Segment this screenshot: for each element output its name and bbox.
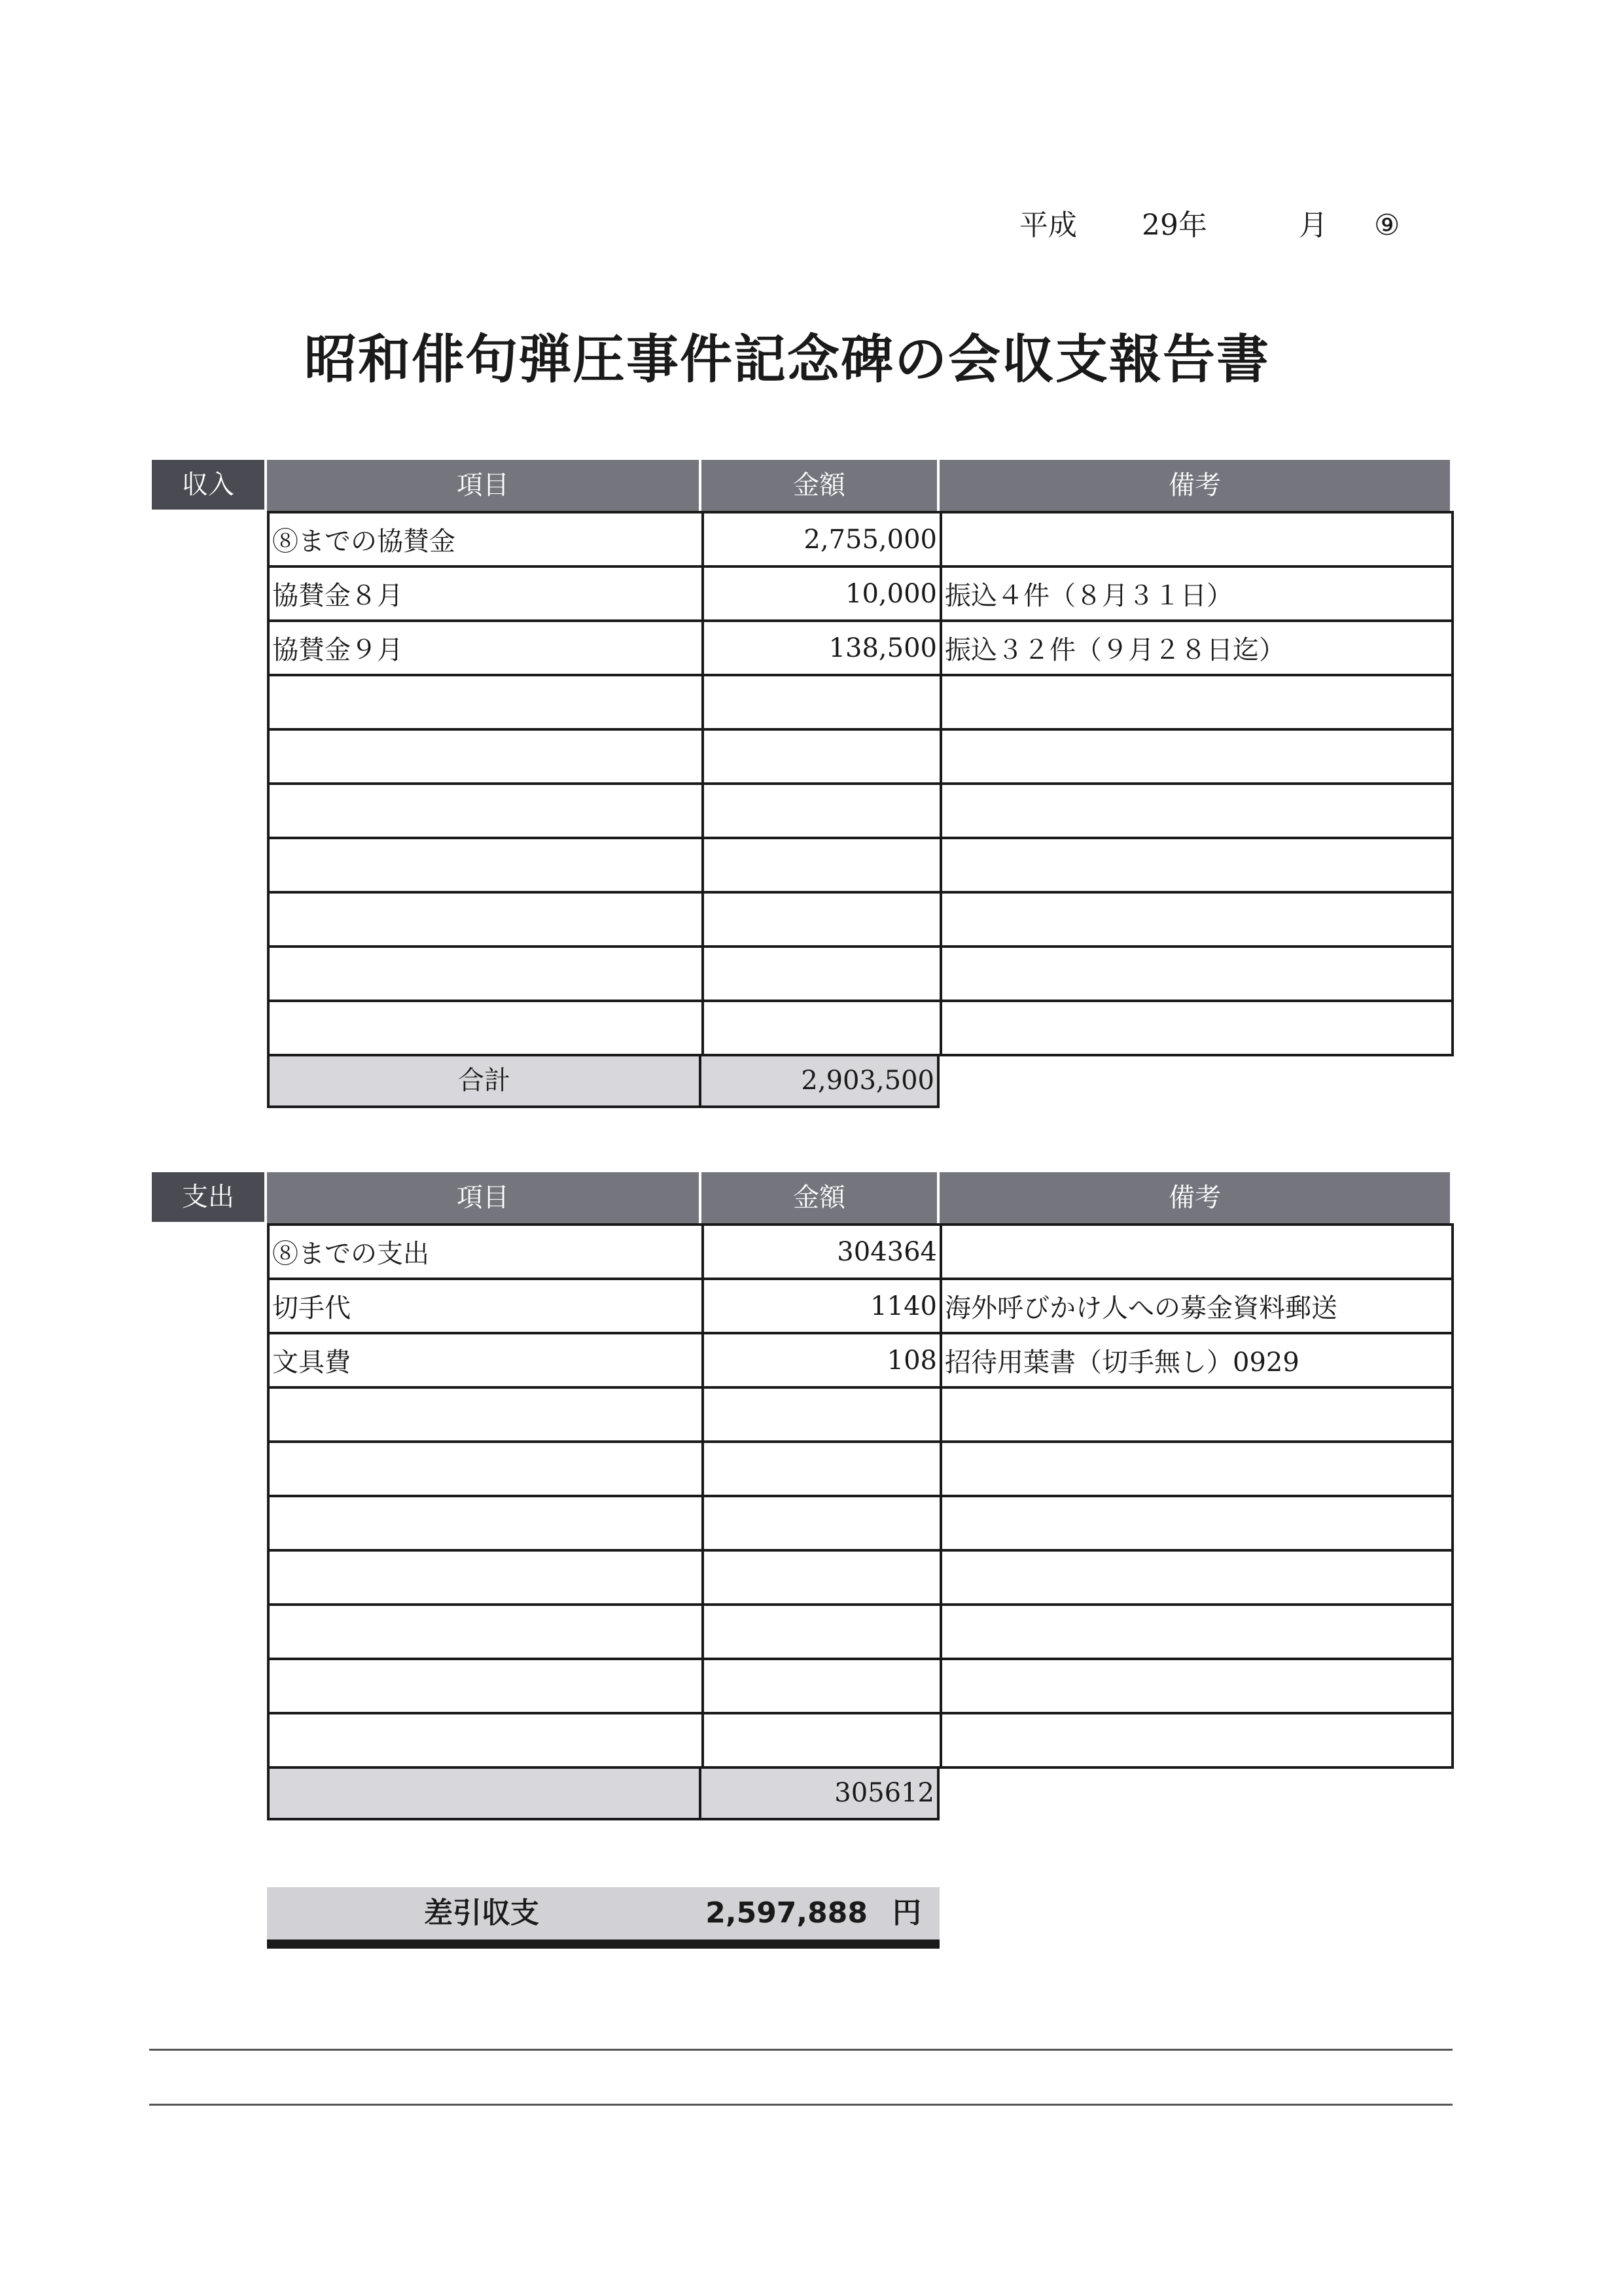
expense-amount (703, 1496, 941, 1550)
income-item: 協賛金９月 (268, 621, 703, 675)
income-note: 振込４件（８月３１日） (941, 566, 1453, 621)
income-amount (703, 1001, 941, 1055)
expense-item (268, 1442, 703, 1496)
table-row (268, 1713, 1453, 1767)
expense-header-item: 項目 (267, 1172, 699, 1223)
balance-unit: 円 (892, 1896, 921, 1930)
expense-note (941, 1225, 1453, 1279)
table-row (268, 1496, 1453, 1550)
income-amount (703, 675, 941, 729)
balance-row (267, 1887, 940, 1949)
expense-item (268, 1713, 703, 1767)
income-note (941, 729, 1453, 784)
income-amount (703, 729, 941, 784)
expense-note (941, 1496, 1453, 1550)
expense-total-value: 305612 (699, 1766, 940, 1820)
expense-amount: 108 (703, 1333, 941, 1387)
income-amount: 10,000 (703, 566, 941, 621)
balance-label: 差引収支 (424, 1896, 539, 1930)
income-amount: 138,500 (703, 621, 941, 675)
expense-item (268, 1496, 703, 1550)
income-note (941, 784, 1453, 838)
expense-amount (703, 1550, 941, 1605)
income-amount (703, 838, 941, 892)
expense-tag: 支出 (152, 1172, 264, 1222)
table-row (268, 892, 1453, 947)
income-note (941, 892, 1453, 947)
income-header-note: 備考 (940, 460, 1450, 511)
expense-item: 切手代 (268, 1279, 703, 1333)
income-item: ⑧までの協賛金 (268, 512, 703, 566)
expense-amount: 304364 (703, 1225, 941, 1279)
income-amount: 2,755,000 (703, 512, 941, 566)
report-title: 昭和俳句弾圧事件記念碑の会収支報告書 (304, 329, 1270, 390)
date-day: ⑨ (1374, 209, 1400, 242)
income-note (941, 947, 1453, 1001)
expense-amount (703, 1659, 941, 1713)
expense-note (941, 1659, 1453, 1713)
income-item (268, 729, 703, 784)
expense-amount (703, 1387, 941, 1442)
expense-note (941, 1442, 1453, 1496)
table-row (268, 729, 1453, 784)
expense-note (941, 1550, 1453, 1605)
income-item (268, 947, 703, 1001)
expense-amount (703, 1442, 941, 1496)
income-note: 振込３２件（９月２８日迄） (941, 621, 1453, 675)
income-item (268, 784, 703, 838)
expense-note: 招待用葉書（切手無し）0929 (941, 1333, 1453, 1387)
income-amount (703, 947, 941, 1001)
expense-item (268, 1387, 703, 1442)
table-row (268, 566, 1453, 621)
table-row (268, 1659, 1453, 1713)
table-row (268, 1225, 1453, 1279)
income-item (268, 675, 703, 729)
table-row (268, 838, 1453, 892)
expense-amount (703, 1713, 941, 1767)
date-era: 平成 (1019, 209, 1077, 242)
income-amount (703, 892, 941, 947)
expense-item (268, 1550, 703, 1605)
expense-item (268, 1659, 703, 1713)
expense-note (941, 1713, 1453, 1767)
expense-total-row (267, 1766, 940, 1820)
expense-item: 文具費 (268, 1333, 703, 1387)
income-item (268, 1001, 703, 1055)
income-note (941, 1001, 1453, 1055)
table-row (268, 1387, 1453, 1442)
expense-note (941, 1605, 1453, 1659)
expense-item: ⑧までの支出 (268, 1225, 703, 1279)
date-year: 29年 (1142, 209, 1207, 242)
footer-rule-2 (149, 2104, 1453, 2106)
expense-header-note: 備考 (940, 1172, 1450, 1223)
expense-note: 海外呼びかけ人への募金資料郵送 (941, 1279, 1453, 1333)
income-note (941, 838, 1453, 892)
table-row (268, 784, 1453, 838)
income-header-item: 項目 (267, 460, 699, 511)
table-row (268, 1550, 1453, 1605)
table-row (268, 621, 1453, 675)
table-row (268, 1333, 1453, 1387)
income-table (267, 511, 1454, 1056)
table-row (268, 947, 1453, 1001)
expense-header-amount: 金額 (701, 1172, 937, 1223)
income-total-value: 2,903,500 (699, 1054, 940, 1108)
table-row (268, 1605, 1453, 1659)
table-row (268, 1279, 1453, 1333)
expense-note (941, 1387, 1453, 1442)
income-amount (703, 784, 941, 838)
income-note (941, 512, 1453, 566)
expense-amount: 1140 (703, 1279, 941, 1333)
income-item: 協賛金８月 (268, 566, 703, 621)
expense-amount (703, 1605, 941, 1659)
income-tag: 収入 (152, 460, 264, 510)
table-row (268, 1442, 1453, 1496)
expense-item (268, 1605, 703, 1659)
income-total-row (267, 1054, 940, 1108)
table-row (268, 512, 1453, 566)
income-item (268, 838, 703, 892)
income-note (941, 675, 1453, 729)
expense-table (267, 1223, 1454, 1769)
table-row (268, 1001, 1453, 1055)
income-header-amount: 金額 (701, 460, 937, 511)
footer-rule-1 (149, 2049, 1453, 2051)
expense-total-label (267, 1766, 701, 1820)
date-month: 月 (1299, 209, 1328, 242)
balance-value: 2,597,888 (705, 1896, 868, 1930)
table-row (268, 675, 1453, 729)
income-item (268, 892, 703, 947)
income-total-label: 合計 (267, 1054, 701, 1108)
